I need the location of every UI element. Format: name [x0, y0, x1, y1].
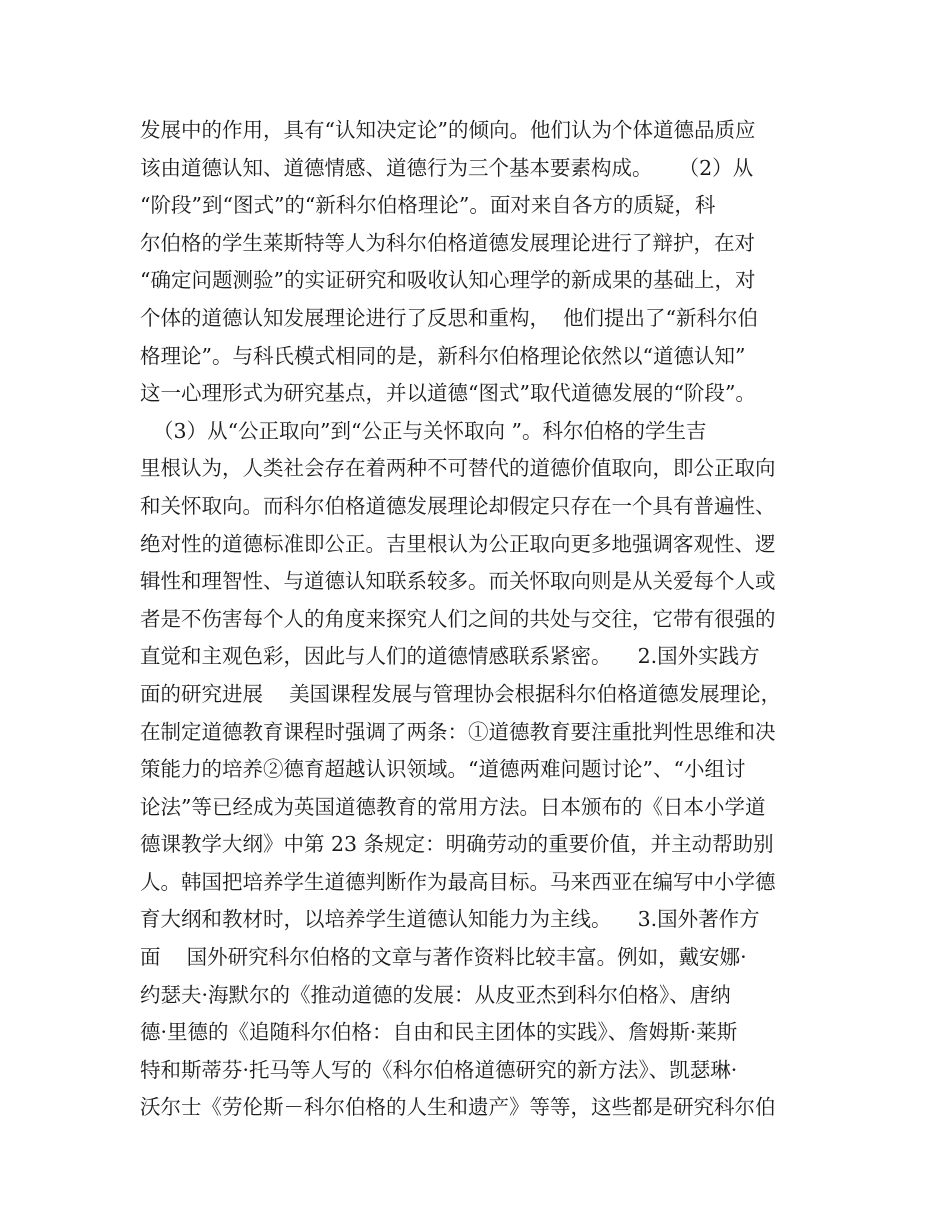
text-line: 辑性和理智性、与道德认知联系较多。而关怀取向则是从关爱每个人或: [140, 569, 776, 594]
text-line: （3）从“公正取向”到“公正与关怀取向 ”。科尔伯格的学生吉: [140, 418, 707, 443]
text-line: “阶段”到“图式”的“新科尔伯格理论”。面对来自各方的质疑，科: [140, 193, 716, 218]
body-text: [140, 112, 830, 1127]
text-line: 德·里德的《追随科尔伯格：自由和民主团体的实践》、詹姆斯·莱斯: [140, 1020, 738, 1045]
text-line: 绝对性的道德标准即公正。吉里根认为公正取向更多地强调客观性、逻: [140, 531, 776, 556]
text-line: 特和斯蒂芬·托马等人写的《科尔伯格道德研究的新方法》、凯瑟琳·: [140, 1057, 738, 1082]
text-line: 和关怀取向。而科尔伯格道德发展理论却假定只存在一个具有普遍性、: [140, 493, 776, 518]
text-line: 这一心理形式为研究基点，并以道德“图式”取代道德发展的“阶段”。: [140, 381, 756, 406]
text-line: 论法”等已经成为英国道德教育的常用方法。日本颁布的《日本小学道: [140, 794, 766, 819]
text-line: “确定问题测验”的实证研究和吸收认知心理学的新成果的基础上，对: [140, 268, 756, 293]
text-line: 人。韩国把培养学生道德判断作为最高目标。马来西亚在编写中小学德: [140, 869, 776, 894]
text-line: 面 国外研究科尔伯格的文章与著作资料比较丰富。例如，戴安娜·: [140, 945, 747, 970]
text-line: 策能力的培养②德育超越认识领域。“道德两难问题讨论”、“小组讨: [140, 757, 746, 782]
text-line: 育大纲和教材时，以培养学生道德认知能力为主线。 3.国外著作方: [140, 907, 760, 932]
text-line: 约瑟夫·海默尔的《推动道德的发展：从皮亚杰到科尔伯格》、唐纳: [140, 982, 731, 1007]
text-line: 在制定道德教育课程时强调了两条：①道德教育要注重批判性思维和决: [140, 719, 776, 744]
text-line: 发展中的作用，具有“认知决定论”的倾向。他们认为个体道德品质应: [140, 118, 756, 142]
text-line: 里根认为，人类社会存在着两种不可替代的道德价值取向，即公正取向: [140, 456, 776, 481]
text-line: 个体的道德认知发展理论进行了反思和重构， 他们提出了“新科尔伯: [140, 305, 759, 330]
text-line: 格理论”。与科氏模式相同的是，新科尔伯格理论依然以“道德认知”: [140, 343, 746, 368]
text-line: 者是不伤害每个人的角度来探究人们之间的共处与交往，它带有很强的: [140, 606, 776, 631]
text-line: 面的研究进展 美国课程发展与管理协会根据科尔伯格道德发展理论，: [140, 681, 782, 706]
text-line: 尔伯格的学生莱斯特等人为科尔伯格道德发展理论进行了辩护，在对: [140, 230, 755, 255]
text-line: 德课教学大纲》中第 23 条规定：明确劳动的重要价值，并主动帮助别: [140, 832, 774, 857]
text-line: 直觉和主观色彩，因此与人们的道德情感联系紧密。 2.国外实践方: [140, 644, 760, 669]
text-line: 该由道德认知、道德情感、道德行为三个基本要素构成。 （2）从: [140, 155, 754, 180]
text-line: 沃尔士《劳伦斯－科尔伯格的人生和遗产》等等，这些都是研究科尔伯: [140, 1095, 776, 1120]
